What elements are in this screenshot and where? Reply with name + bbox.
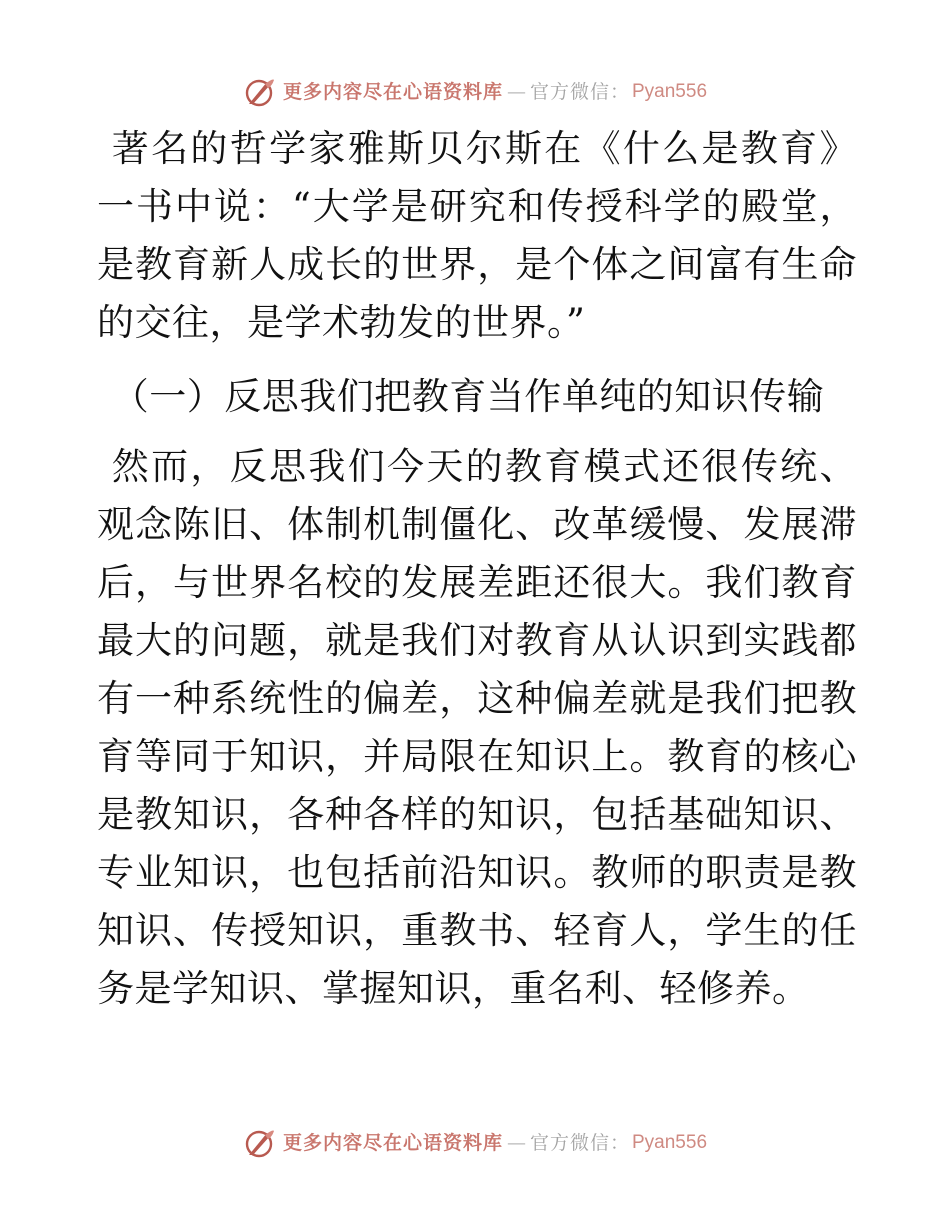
watermark-official-label: 官方微信：: [529, 1132, 630, 1154]
document-body: [97, 120, 857, 1018]
quill-logo-icon: [243, 76, 275, 108]
footer-watermark: [0, 1127, 950, 1159]
watermark-wechat-id: Pyan556: [632, 1132, 708, 1153]
paragraph-reflection: 然而，反思我们今天的教育模式还很传统、观念陈旧、体制机制僵化、改革缓慢、发展滞后，与世界名校的发展差距还很大。我们教育最大的问题，就是我们对教育从认识到实践都有一种系统性的偏差，这种偏差就是我们把教育等同于知识，并局限在知识上。教育的核心是教知识，各种各样的知识，包括基础知识、专业知识，也包括前沿知识。教师的职责是教知识、传授知识，重教书、轻育人，学生的任务是学知识、掌握知识，重名利、轻修养。: [97, 445, 857, 1010]
watermark-main-text: 更多内容尽在心语资料库: [282, 1132, 503, 1154]
watermark-separator: —: [506, 81, 526, 103]
watermark-separator: —: [506, 1132, 526, 1154]
watermark-wechat-id: Pyan556: [632, 81, 708, 102]
watermark-official-label: 官方微信：: [529, 81, 630, 103]
watermark-main-text: 更多内容尽在心语资料库: [282, 81, 503, 103]
section-heading: （一）反思我们把教育当作单纯的知识传输: [111, 375, 825, 418]
header-watermark: [0, 76, 950, 108]
paragraph-jaspers-quote: 著名的哲学家雅斯贝尔斯在《什么是教育》一书中说：“大学是研究和传授科学的殿堂，是教育新人成长的世界，是个体之间富有生命的交往，是学术勃发的世界。”: [97, 127, 857, 344]
quill-logo-icon: [243, 1127, 275, 1159]
